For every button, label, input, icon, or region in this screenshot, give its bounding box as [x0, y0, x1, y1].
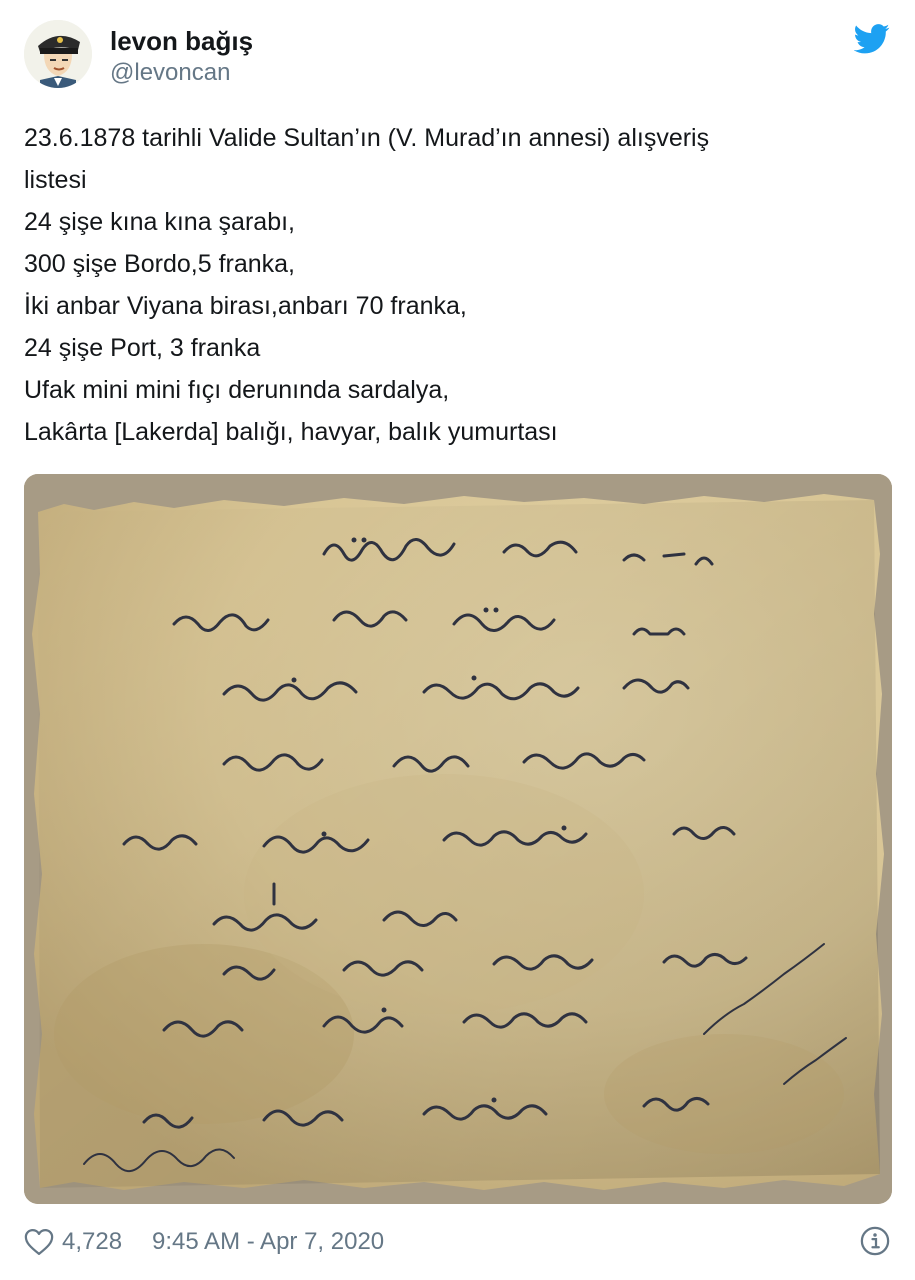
- twitter-bird-icon[interactable]: [854, 24, 890, 54]
- like-button[interactable]: [24, 1226, 122, 1258]
- tweet-footer: [24, 1222, 892, 1262]
- tweet-line: listesi: [24, 166, 87, 194]
- like-count: 4,728: [62, 1228, 123, 1255]
- tweet-line: Ufak mini mini fıçı derunında sardalya,: [24, 376, 450, 404]
- tweet-line: 300 şişe Bordo,5 franka,: [24, 250, 295, 278]
- tweet-timestamp[interactable]: 9:45 AM - Apr 7, 2020: [152, 1228, 385, 1255]
- tweet-text: [24, 117, 894, 453]
- tweet-line: 24 şişe kına kına şarabı,: [24, 208, 295, 236]
- tweet-photo[interactable]: [24, 474, 892, 1204]
- cartoon-sailor-avatar-icon: [24, 20, 92, 88]
- tweet-line: 24 şişe Port, 3 franka: [24, 334, 261, 362]
- info-icon[interactable]: [860, 1226, 890, 1256]
- user-info[interactable]: [110, 24, 253, 88]
- handwritten-ottoman-document-image: [24, 474, 892, 1204]
- tweet-line: İki anbar Viyana birası,anbarı 70 franka,: [24, 292, 467, 320]
- avatar[interactable]: [24, 20, 92, 88]
- tweet-header: [24, 18, 894, 98]
- heart-icon: [24, 1228, 54, 1256]
- user-handle[interactable]: @levoncan: [110, 59, 231, 86]
- tweet-line: 23.6.1878 tarihli Valide Sultan’ın (V. Murad’ın annesi) alışveriş: [24, 124, 710, 152]
- tweet-line: Lakârta [Lakerda] balığı, havyar, balık yumurtası: [24, 418, 558, 446]
- display-name[interactable]: levon bağış: [110, 26, 254, 56]
